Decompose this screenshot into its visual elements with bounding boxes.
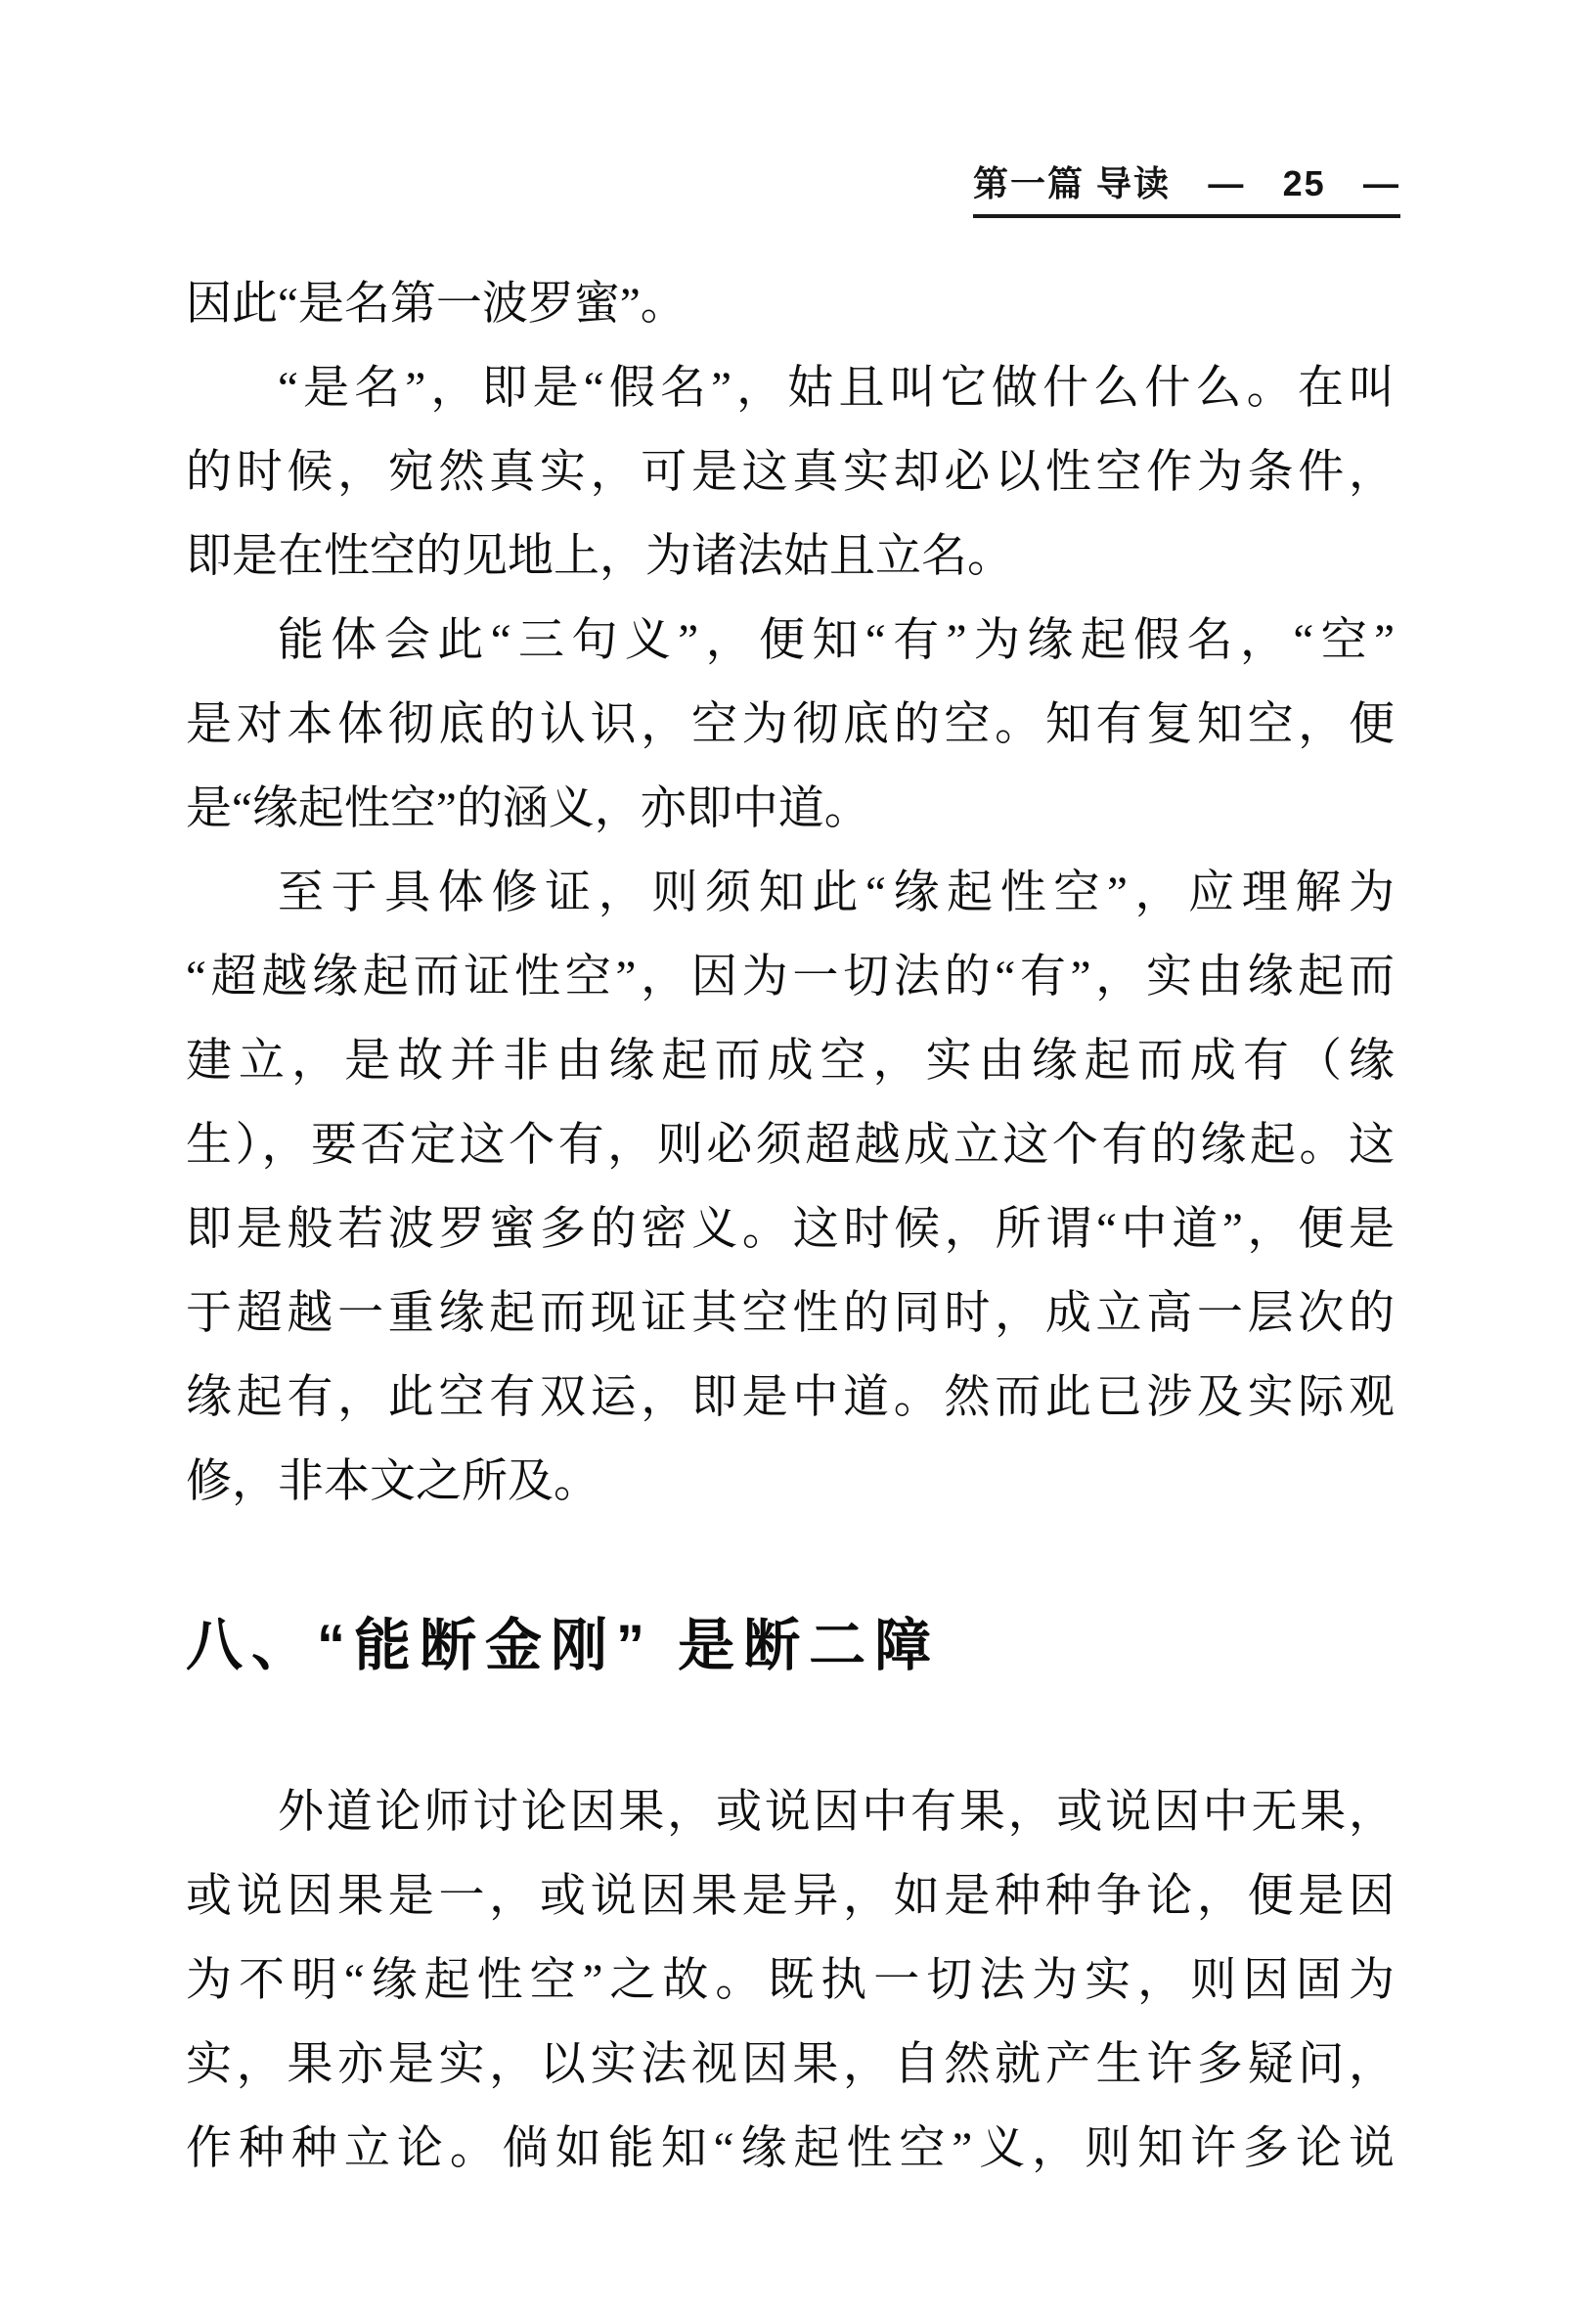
text-line: 能体会此“三句义”，便知“有”为缘起假名，“空” <box>278 615 1395 666</box>
text-line: 的时候，宛然真实，可是这真实却必以性空作为条件， <box>186 447 1395 498</box>
text-line: 因此“是名第一波罗蜜”。 <box>186 279 687 330</box>
header-section-title: 第一篇 导读 <box>973 163 1172 203</box>
text-line: 作种种立论。倘如能知“缘起性空”义，则知许多论说 <box>186 2123 1395 2174</box>
text-line: 缘起有，此空有双运，即是中道。然而此已涉及实际观 <box>186 1372 1395 1423</box>
text-line: “超越缘起而证性空”，因为一切法的“有”，实由缘起而 <box>186 952 1395 1002</box>
text-line: 于超越一重缘起而现证其空性的同时，成立高一层次的 <box>186 1288 1395 1339</box>
header-dash-left: — <box>1208 163 1246 203</box>
text-line: 实，果亦是实，以实法视因果，自然就产生许多疑问， <box>186 2039 1395 2090</box>
text-line: 为不明“缘起性空”之故。既执一切法为实，则因固为 <box>186 1955 1395 2006</box>
header-dash-right: — <box>1363 163 1400 203</box>
text-line: 至于具体修证，则须知此“缘起性空”，应理解为 <box>278 868 1395 918</box>
text-line: 修，非本文之所及。 <box>186 1456 599 1507</box>
page-number: 25 <box>1282 163 1326 203</box>
text-line: 或说因果是一，或说因果是异，如是种种争论，便是因 <box>186 1871 1395 1922</box>
text-line: “是名”，即是“假名”，姑且叫它做什么什么。在叫 <box>278 363 1395 414</box>
page-header <box>973 162 1400 218</box>
text-line: 即是在性空的见地上，为诸法姑且立名。 <box>186 531 1013 582</box>
text-line: 即是般若波罗蜜多的密义。这时候，所谓“中道”，便是 <box>186 1204 1395 1255</box>
section-heading: 八、“能断金刚” 是断二障 <box>186 1614 941 1677</box>
text-line: 建立，是故并非由缘起而成空，实由缘起而成有（缘 <box>186 1036 1395 1087</box>
text-line: 是对本体彻底的认识，空为彻底的空。知有复知空，便 <box>186 699 1395 750</box>
text-line: 外道论师讨论因果，或说因中有果，或说因中无果， <box>278 1787 1395 1838</box>
text-line: 生），要否定这个有，则必须超越成立这个有的缘起。这 <box>186 1120 1395 1171</box>
text-line: 是“缘起性空”的涵义，亦即中道。 <box>186 783 870 834</box>
body-text <box>186 262 1395 2191</box>
